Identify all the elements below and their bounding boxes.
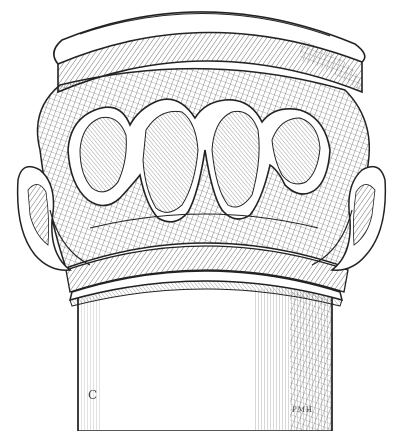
signature-left: C xyxy=(88,388,98,402)
signature-right: PMH xyxy=(292,406,313,414)
